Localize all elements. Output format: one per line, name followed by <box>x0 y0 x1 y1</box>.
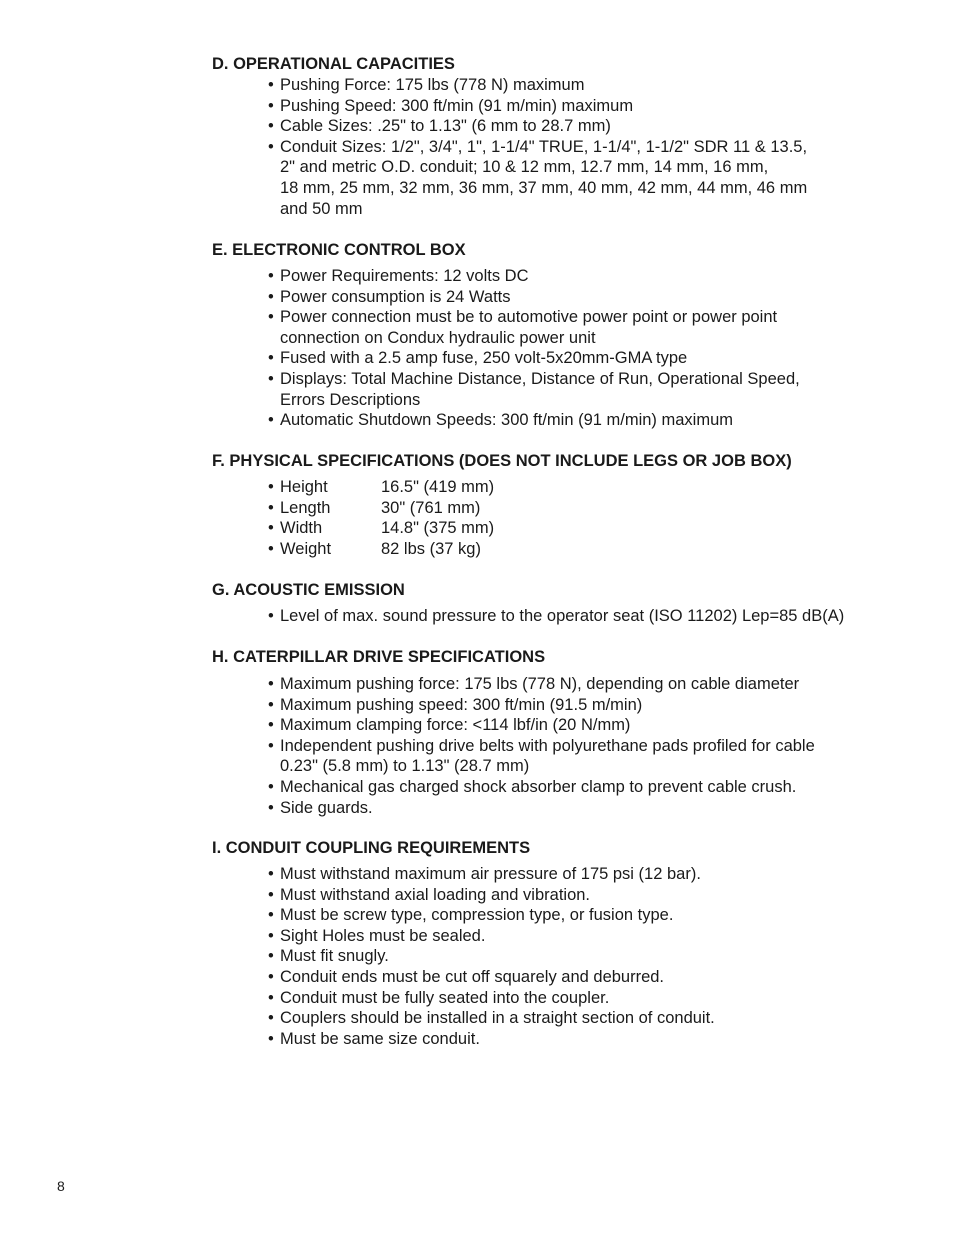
list-item: • Power Requirements: 12 volts DC <box>268 266 912 287</box>
list-item-line: Power connection must be to automotive power point or power point <box>280 308 778 327</box>
list-item: • Conduit ends must be cut off squarely and deburred. <box>268 967 912 988</box>
spec-row-weight <box>268 539 912 560</box>
spec-value: 14.8" (375 mm) <box>381 519 495 538</box>
spec-value: 30" (761 mm) <box>381 498 481 517</box>
section-conduit-coupling-requirements <box>212 838 912 1049</box>
section-heading: E. ELECTRONIC CONTROL BOX <box>212 241 466 259</box>
list-item: • Power consumption is 24 Watts <box>268 287 912 308</box>
section-heading: H. CATERPILLAR DRIVE SPECIFICATIONS <box>212 648 546 666</box>
list-item: • Automatic Shutdown Speeds: 300 ft/min (91 m/min) maximum <box>268 410 912 431</box>
spec-label: • Width <box>280 519 323 538</box>
section-heading: D. OPERATIONAL CAPACITIES <box>212 55 455 73</box>
section-operational-capacities <box>212 54 912 219</box>
list-item-line: connection on Condux hydraulic power unit <box>280 328 596 347</box>
spec-label: • Weight <box>280 539 332 558</box>
list-item <box>268 736 912 777</box>
list-item: • Must withstand axial loading and vibration. <box>268 885 912 906</box>
spec-row-height <box>268 477 912 498</box>
list-item-line: Independent pushing drive belts with polyurethane pads profiled for cable <box>280 736 815 755</box>
list-item: • Must withstand maximum air pressure of 175 psi (12 bar). <box>268 864 912 885</box>
list-item: • Must be same size conduit. <box>268 1029 912 1050</box>
list-item-line: 18 mm, 25 mm, 32 mm, 36 mm, 37 mm, 40 mm, 42 mm, 44 mm, 46 mm <box>280 178 808 197</box>
page-number: 8 <box>57 1178 65 1194</box>
list-item: • Cable Sizes: .25" to 1.13" (6 mm to 28.7 mm) <box>268 116 912 137</box>
section-physical-specifications <box>212 451 912 559</box>
bullet-list <box>268 674 912 818</box>
list-item-line: 2" and metric O.D. conduit; 10 & 12 mm, 12.7 mm, 14 mm, 16 mm, <box>280 158 769 177</box>
spec-row-length <box>268 498 912 519</box>
list-item <box>268 137 912 219</box>
list-item-line: Errors Descriptions <box>280 390 421 409</box>
spec-label: • Length <box>280 498 331 517</box>
section-heading: F. PHYSICAL SPECIFICATIONS (DOES NOT INCLUDE LEGS OR JOB BOX) <box>212 452 792 470</box>
spec-value: 16.5" (419 mm) <box>381 478 495 496</box>
section-caterpillar-drive-specifications <box>212 647 912 818</box>
list-item: • Conduit must be fully seated into the coupler. <box>268 988 912 1009</box>
section-heading: G. ACOUSTIC EMISSION <box>212 581 405 599</box>
list-item: • Sight Holes must be sealed. <box>268 926 912 947</box>
section-heading: I. CONDUIT COUPLING REQUIREMENTS <box>212 839 531 857</box>
list-item-line: Displays: Total Machine Distance, Distance of Run, Operational Speed, <box>280 369 800 388</box>
bullet-list <box>268 864 912 1049</box>
section-acoustic-emission <box>212 580 912 627</box>
list-item: • Must fit snugly. <box>268 946 912 967</box>
spec-row-width <box>268 518 912 539</box>
spec-list <box>268 477 912 559</box>
list-item <box>268 307 912 348</box>
list-item: • Fused with a 2.5 amp fuse, 250 volt-5x20mm-GMA type <box>268 348 912 369</box>
list-item: • Maximum pushing speed: 300 ft/min (91.5 m/min) <box>268 695 912 716</box>
bullet-list <box>268 606 912 627</box>
bullet-list <box>268 75 912 219</box>
section-electronic-control-box <box>212 240 912 431</box>
list-item: • Side guards. <box>268 798 912 819</box>
list-item: • Pushing Force: 175 lbs (778 N) maximum <box>268 75 912 96</box>
list-item: • Level of max. sound pressure to the operator seat (ISO 11202) Lep=85 dB(A) <box>268 606 912 627</box>
list-item-line: and 50 mm <box>280 199 363 218</box>
list-item <box>268 369 912 410</box>
list-item-line: Conduit Sizes: 1/2", 3/4", 1", 1-1/4" TRUE, 1-1/4", 1-1/2" SDR 11 & 13.5, <box>280 137 808 156</box>
list-item: • Pushing Speed: 300 ft/min (91 m/min) maximum <box>268 96 912 117</box>
list-item: • Must be screw type, compression type, or fusion type. <box>268 905 912 926</box>
list-item-line: 0.23" (5.8 mm) to 1.13" (28.7 mm) <box>280 757 530 776</box>
spec-value: 82 lbs (37 kg) <box>381 539 481 558</box>
list-item: • Maximum pushing force: 175 lbs (778 N), depending on cable diameter <box>268 674 912 695</box>
spec-label: • Height <box>280 478 328 496</box>
bullet-list <box>268 266 912 431</box>
list-item: • Maximum clamping force: <114 lbf/in (20 N/mm) <box>268 715 912 736</box>
list-item: • Mechanical gas charged shock absorber clamp to prevent cable crush. <box>268 777 912 798</box>
list-item: • Couplers should be installed in a straight section of conduit. <box>268 1008 912 1029</box>
